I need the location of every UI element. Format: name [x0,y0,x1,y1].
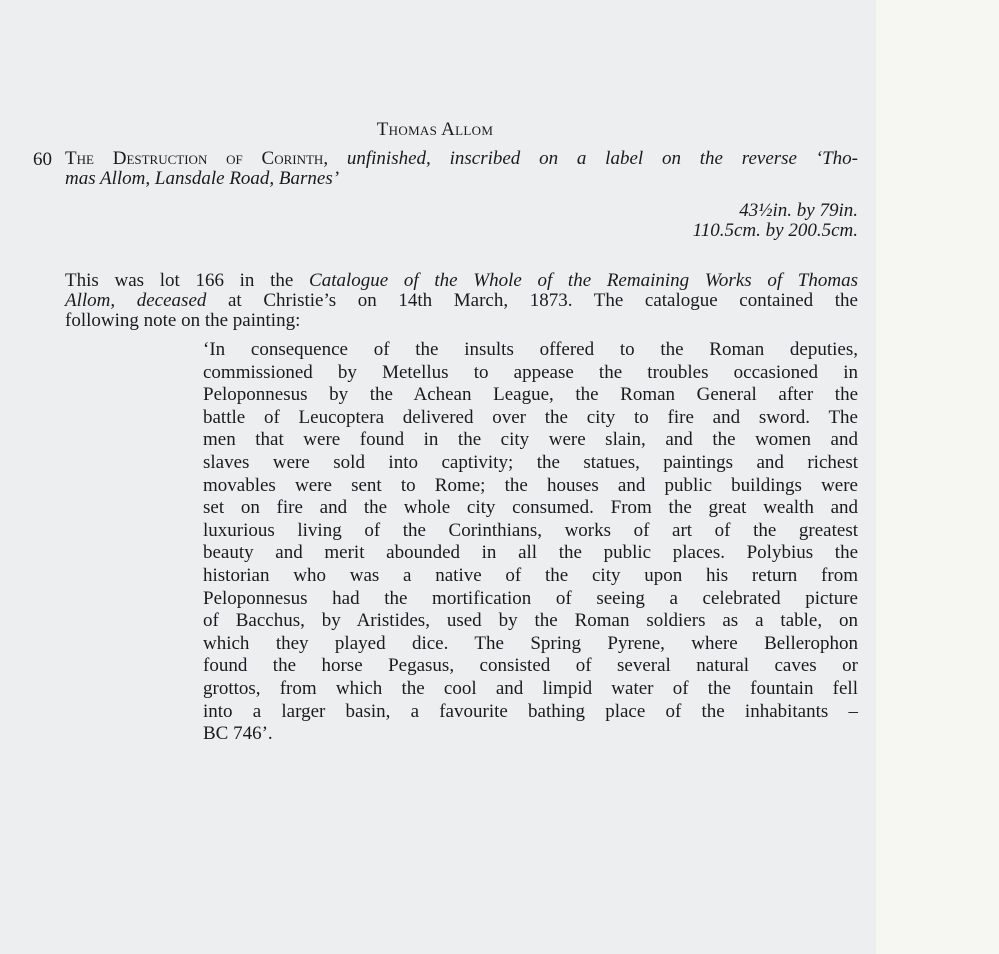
lot-title-line-2 [65,169,858,189]
quote-line: movables were sent to Rome; the houses and public buildings were [203,474,858,496]
quote-line: found the horse Pegasus, consisted of several natural caves or [203,655,858,677]
quote-line: grottos, from which the cool and limpid water of the fountain fell [203,677,858,699]
provenance-paragraph [65,271,858,331]
separator: , [323,148,347,169]
quote-line: Peloponnesus by the Achean League, the Roman General after the [203,384,858,406]
catalogue-title: Catalogue of the Whole of the Remaining Works of Thomas [309,270,858,291]
artist-name: Thomas Allom [376,119,494,140]
catalogue-title-cont: Allom, deceased [65,290,207,311]
text: at Christie’s on 14th March, 1873. The catalogue contained the [206,290,858,311]
text: This was lot 166 in the [65,270,310,291]
quote-line: set on fire and the whole city consumed. From the great wealth and [203,497,858,519]
quote-line: slaves were sold into captivity; the statues, paintings and richest [203,451,858,473]
provenance-line [65,271,858,291]
lot-title: The Destruction of Corinth [65,148,324,169]
quote-line: BC 746’. [203,723,273,745]
lot-description: unfinished, inscribed on a label on the reverse ‘Tho- [346,148,858,169]
quote-line: men that were found in the city were slain, and the women and [203,429,858,451]
quote-line: Peloponnesus had the mortification of seeing a celebrated picture [203,587,858,609]
lot-number: 60 [33,149,52,170]
provenance-line [65,291,858,311]
quote-line: into a larger basin, a favourite bathing place of the inhabitants – [203,700,858,722]
quote-line: luxurious living of the Corinthians, works of art of the greatest [203,519,858,541]
quote-line: battle of Leucoptera delivered over the city to fire and sword. The [203,406,858,428]
quote-line: historian who was a native of the city upon his return from [203,564,858,586]
catalogue-note-quote [203,339,858,746]
quote-line: of Bacchus, by Aristides, used by the Roman soldiers as a table, on [203,610,858,632]
lot-title-line-1 [65,149,858,169]
quote-line: which they played dice. The Spring Pyrene, where Bellerophon [203,632,858,654]
dimensions-cm: 110.5cm. by 200.5cm. [692,220,858,241]
page-edge [876,0,999,954]
provenance-line: following note on the painting: [65,310,301,331]
quote-line: beauty and merit abounded in all the public places. Polybius the [203,542,858,564]
quote-line: ‘In consequence of the insults offered to the Roman deputies, [203,339,858,360]
lot-description-cont: mas Allom, Lansdale Road, Barnes’ [65,168,340,189]
dimensions-inches: 43½in. by 79in. [739,200,858,221]
quote-line: commissioned by Metellus to appease the troubles occasioned in [203,361,858,383]
